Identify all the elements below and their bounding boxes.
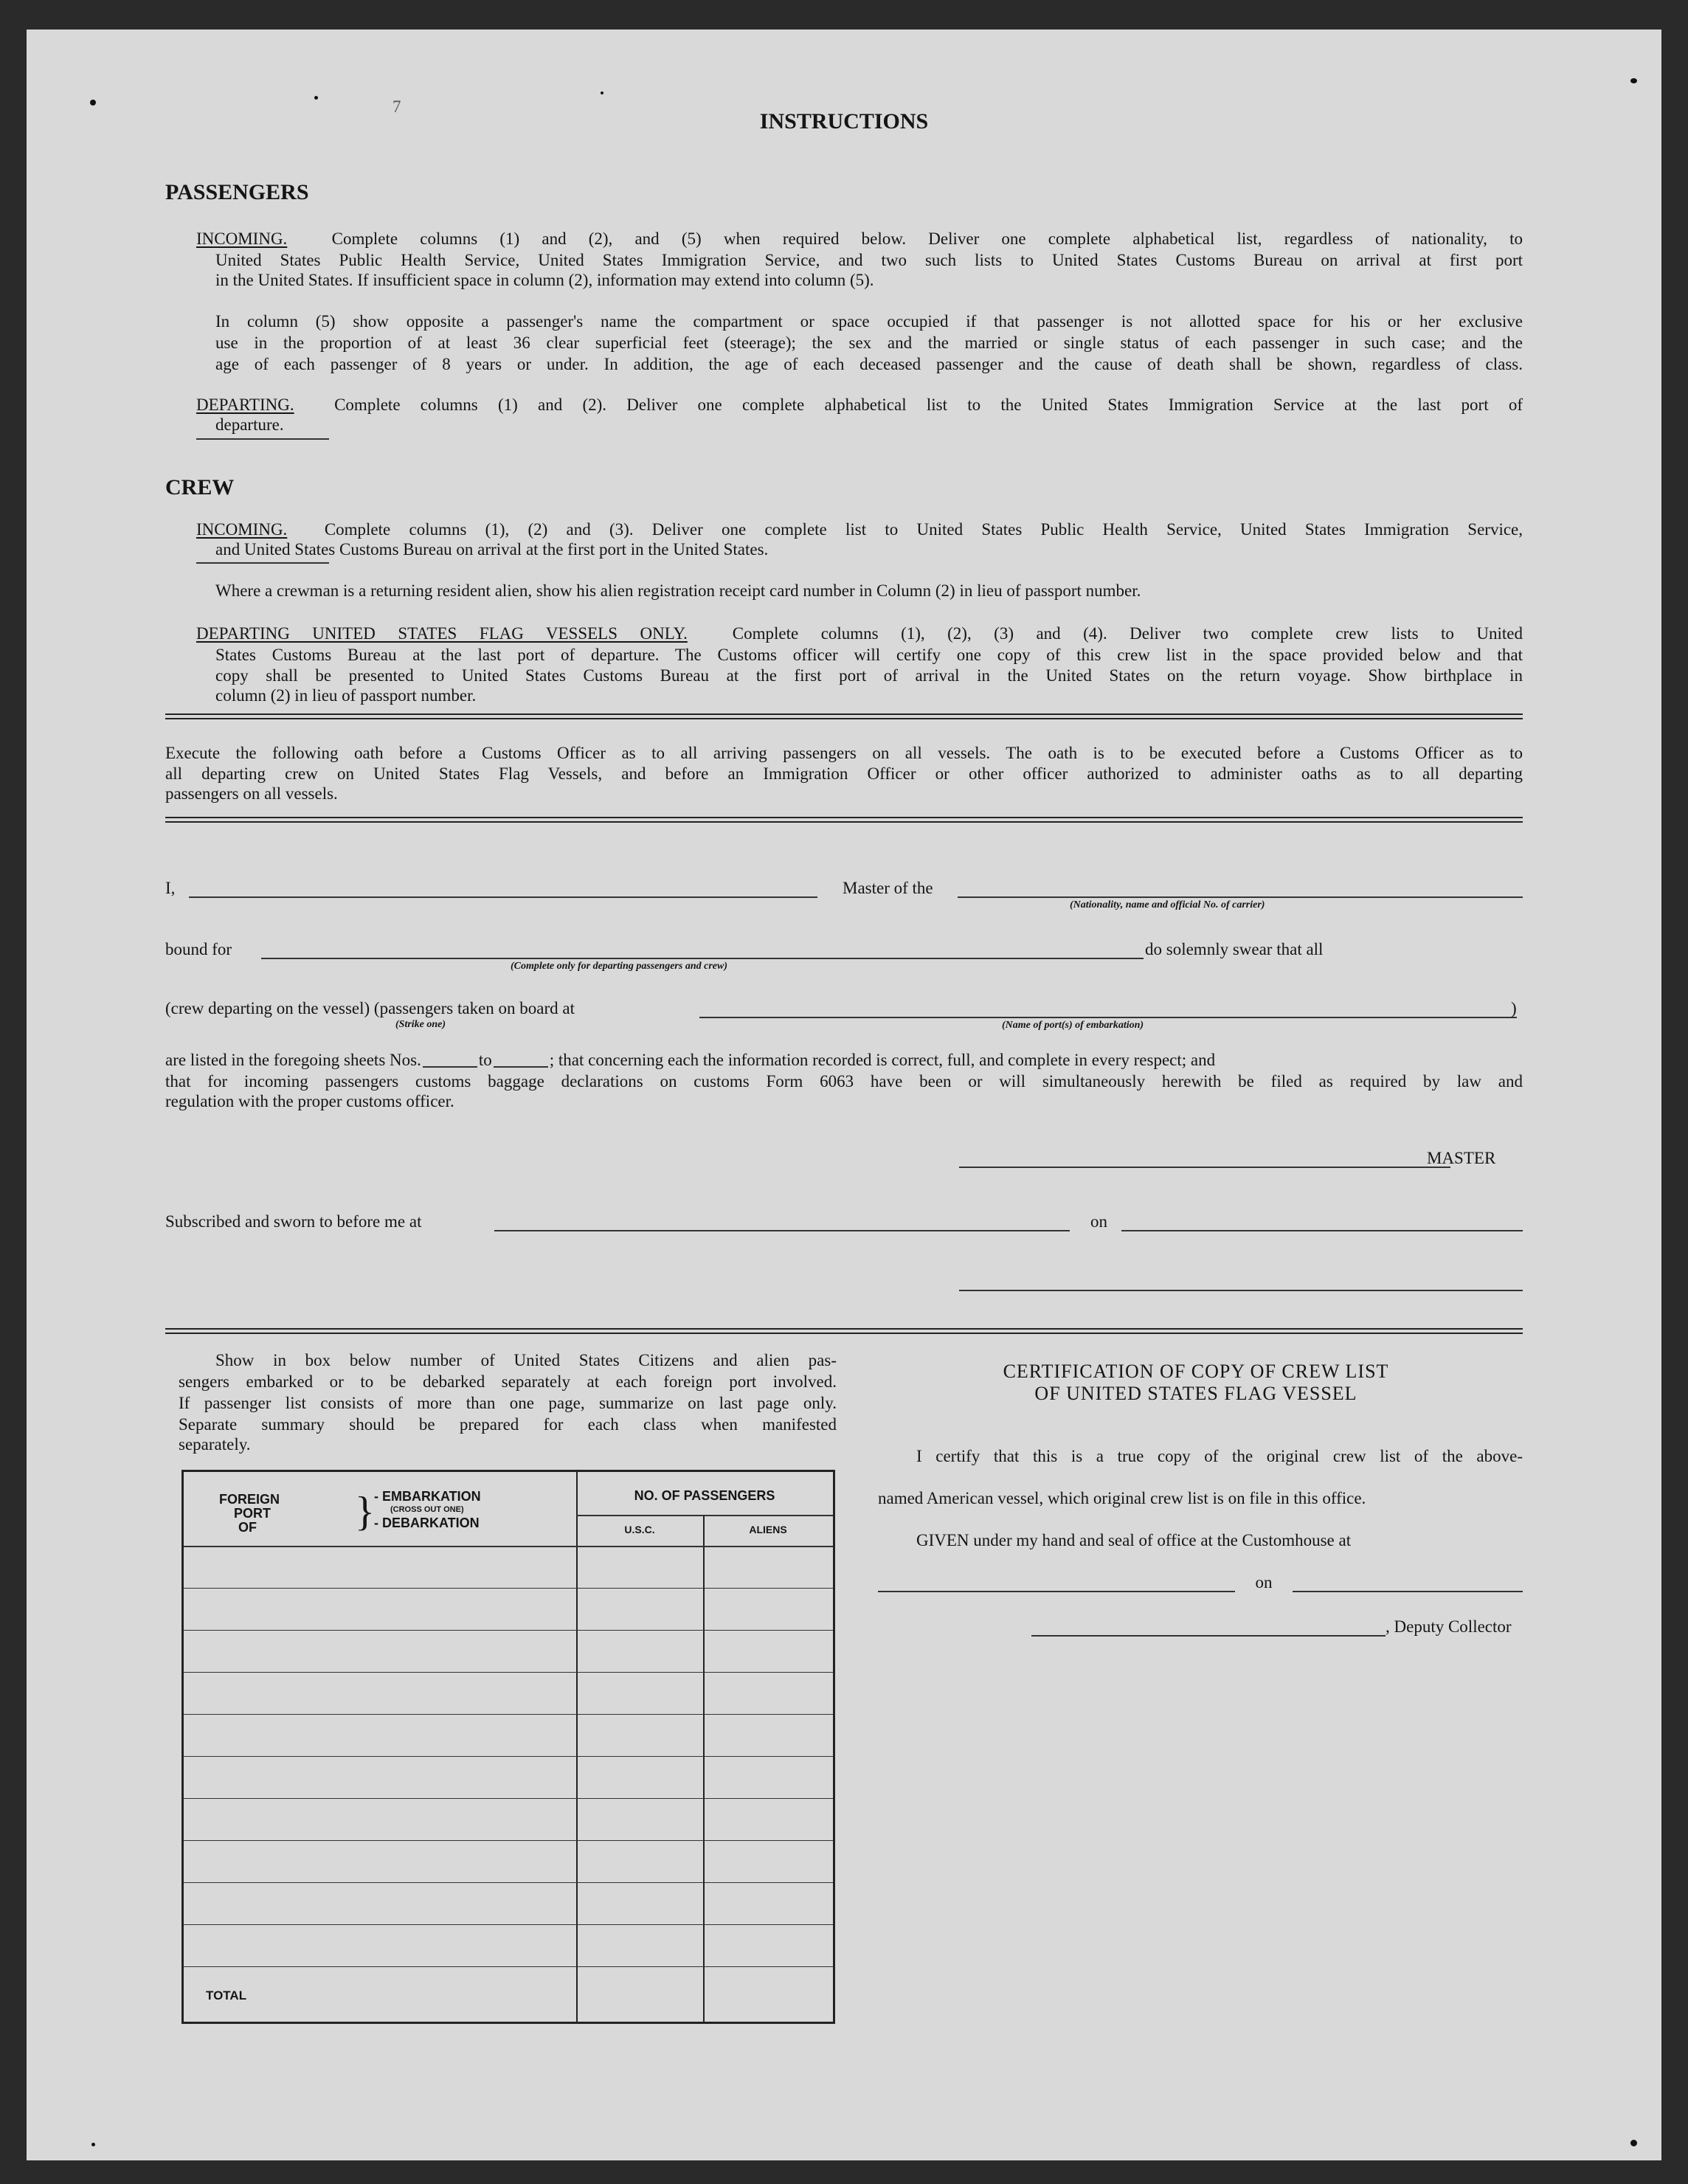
summary-line5: separately. (179, 1435, 251, 1454)
summary-line4: Separate summary should be prepared for each class when manifested (179, 1415, 837, 1434)
table-row[interactable] (184, 1588, 833, 1589)
scan-speck (314, 96, 318, 100)
no-of-passengers-header: NO. OF PASSENGERS (634, 1488, 775, 1503)
officer-signature-field[interactable] (959, 1290, 1523, 1291)
master-signature-field[interactable] (959, 1167, 1450, 1168)
table-row[interactable] (184, 1672, 833, 1673)
summary-line2: sengers embarked or to be debarked separately at each foreign port involved. (179, 1372, 837, 1391)
page-title: INSTRUCTIONS (759, 109, 929, 134)
table-row[interactable] (184, 1798, 833, 1799)
debarkation-label: - DEBARKATION (374, 1516, 480, 1530)
certify-line1: I certify that this is a true copy of the original crew list of the above- (916, 1447, 1523, 1465)
sheet-from-field[interactable] (423, 1066, 477, 1068)
crew-incoming-line2: and United States Customs Bureau on arrival at the first port in the United States. (215, 540, 769, 559)
close-paren: ) (1511, 999, 1517, 1017)
column-divider (703, 1515, 705, 2022)
column5-line3: age of each passenger of 8 years or under. In addition, the age of each deceased passenger and the cause of death shall be shown, regardless of class. (215, 355, 1523, 373)
nationality-caption: (Nationality, name and official No. of carrier) (1070, 899, 1265, 910)
scan-speck (1630, 78, 1637, 83)
master-label: MASTER (1427, 1149, 1496, 1167)
crew-heading: CREW (165, 475, 235, 500)
bound-for-field[interactable] (261, 958, 1144, 959)
ports-caption: (Name of port(s) of embarkation) (1002, 1020, 1144, 1031)
listed-line3: regulation with the proper customs officer. (165, 1092, 454, 1110)
scan-speck (90, 100, 96, 106)
certify-line2: named American vessel, which original crew list is on file in this office. (878, 1489, 1366, 1507)
master-of-the-label: Master of the (843, 879, 933, 897)
bound-for-label: bound for (165, 940, 232, 958)
underline-rule (196, 562, 329, 564)
cert-on-label: on (1255, 1573, 1273, 1592)
passengers-departing-label: DEPARTING. (196, 395, 294, 414)
sworn-at-field[interactable] (494, 1230, 1070, 1231)
listed-line2: that for incoming passengers customs baggage declarations on customs Form 6063 have been or will simultaneously herewith be filed as required by law and (165, 1072, 1523, 1091)
table-row[interactable] (184, 1756, 833, 1757)
aliens-header: ALIENS (749, 1524, 787, 1535)
subscribed-label: Subscribed and sworn to before me at (165, 1212, 422, 1231)
oath-intro-line1: Execute the following oath before a Customs Officer as to all arriving passengers on all vessels. The oath is to be executed before a Customs Officer as to (165, 744, 1523, 762)
passengers-incoming-line2: United States Public Health Service, United States Immigration Service, and two such lists to United States Customs Bureau on arrival at first port (215, 251, 1523, 269)
table-row[interactable] (184, 1966, 833, 1967)
scan-speck (601, 91, 603, 94)
passengers-departing-line1: DEPARTING. Complete columns (1) and (2). Deliver one complete alphabetical list to the United States Immigration Service at the last port of (196, 395, 1523, 414)
given-line: GIVEN under my hand and seal of office at the Customhouse at (916, 1531, 1352, 1549)
listed-line1: are listed in the foregoing sheets Nos. to ; that concerning each the information recorded is correct, full, and complete in every respect; and (165, 1051, 1216, 1069)
passengers-incoming-label: INCOMING. (196, 229, 288, 248)
crew-departing-label: (crew departing on the vessel) (passengers taken on board at (165, 999, 575, 1017)
crew-departing-line4: column (2) in lieu of passport number. (215, 686, 477, 705)
brace: } (355, 1489, 375, 1535)
deputy-signature-field[interactable] (1031, 1635, 1386, 1637)
divider (165, 718, 1523, 719)
strike-one-caption: (Strike one) (395, 1019, 446, 1030)
master-name-field[interactable] (189, 896, 817, 898)
table-row[interactable] (184, 1882, 833, 1883)
customhouse-field[interactable] (878, 1591, 1235, 1592)
sheet-to-field[interactable] (494, 1066, 548, 1068)
usc-header: U.S.C. (624, 1524, 655, 1535)
passengers-departing-line2: departure. (215, 415, 284, 434)
foreign-label: FOREIGN (219, 1492, 280, 1507)
table-row[interactable] (184, 1630, 833, 1631)
passenger-summary-table (181, 1470, 835, 2024)
certification-title-1: CERTIFICATION OF COPY OF CREW LIST (1003, 1361, 1389, 1382)
embarkation-label: - EMBARKATION (374, 1489, 481, 1504)
divider (165, 821, 1523, 823)
passengers-heading: PASSENGERS (165, 180, 309, 204)
oath-intro-line3: passengers on all vessels. (165, 784, 338, 803)
on-label: on (1090, 1212, 1107, 1231)
cert-date-field[interactable] (1293, 1591, 1523, 1592)
oath-i-label: I, (165, 879, 176, 897)
of-label: OF (238, 1520, 257, 1535)
column5-line1: In column (5) show opposite a passenger's name the compartment or space occupied if that passenger is not allotted space for his or her exclusive (215, 312, 1523, 331)
table-row[interactable] (184, 1840, 833, 1841)
stamp-number: 7 (392, 97, 401, 116)
crew-departing-line1: DEPARTING UNITED STATES FLAG VESSELS ONLY. Complete columns (1), (2), (3) and (4). Deliver two complete crew lists to United (196, 624, 1523, 643)
table-row[interactable] (184, 1714, 833, 1715)
divider (165, 713, 1523, 715)
header-bottom-rule (184, 1546, 833, 1547)
scan-speck (1630, 2140, 1637, 2146)
crew-departing-line3: copy shall be presented to United States Customs Bureau at the first port of arrival in the United States on the return voyage. Show birthplace in (215, 666, 1523, 685)
column5-line2: use in the proportion of at least 36 clear superficial feet (steerage); the sex and the married or single status of each passenger in such case; and the (215, 334, 1523, 352)
summary-line3: If passenger list consists of more than one page, summarize on last page only. (179, 1394, 837, 1412)
crew-departing-line2: States Customs Bureau at the last port of departure. The Customs officer will certify one copy of this crew list in the space provided below and that (215, 646, 1523, 664)
crew-departing-label: DEPARTING UNITED STATES FLAG VESSELS ONLY. (196, 624, 688, 643)
passengers-incoming-line1: INCOMING. Complete columns (1) and (2), and (5) when required below. Deliver one complete alphabetical list, regardless of nationality, to (196, 229, 1523, 248)
deputy-collector-label: , Deputy Collector (1386, 1617, 1512, 1636)
crew-resident-note: Where a crewman is a returning resident alien, show his alien registration receipt card number in Column (2) in lieu of passport number. (215, 581, 1141, 600)
total-label: TOTAL (206, 1988, 247, 2002)
header-divider (576, 1515, 833, 1516)
document-page (27, 30, 1661, 2160)
complete-only-caption: (Complete only for departing passengers and crew) (511, 961, 727, 972)
cross-out-one-label: (CROSS OUT ONE) (390, 1505, 464, 1514)
oath-intro-line2: all departing crew on United States Flag Vessels, and before an Immigration Officer or other officer authorized to administer oaths as to all departing (165, 764, 1523, 783)
crew-incoming-line1: INCOMING. Complete columns (1), (2) and (3). Deliver one complete list to United States Public Health Service, United States Immigration Service, (196, 520, 1523, 539)
underline-rule (196, 438, 329, 440)
passengers-incoming-line3: in the United States. If insufficient space in column (2), information may extend into column (5). (215, 271, 874, 289)
carrier-field[interactable] (958, 896, 1523, 898)
scan-speck (91, 2143, 95, 2146)
port-label: PORT (234, 1506, 271, 1521)
certification-title-2: OF UNITED STATES FLAG VESSEL (1034, 1383, 1357, 1404)
column-divider (576, 1472, 578, 2022)
sworn-date-field[interactable] (1121, 1230, 1523, 1231)
divider (165, 1328, 1523, 1330)
solemnly-swear-label: do solemnly swear that all (1145, 940, 1324, 958)
embarkation-ports-field[interactable] (699, 1017, 1517, 1018)
table-row[interactable] (184, 1924, 833, 1925)
divider (165, 1333, 1523, 1334)
divider (165, 817, 1523, 818)
summary-line1: Show in box below number of United States Citizens and alien pas- (215, 1351, 837, 1369)
crew-incoming-label: INCOMING. (196, 520, 288, 539)
